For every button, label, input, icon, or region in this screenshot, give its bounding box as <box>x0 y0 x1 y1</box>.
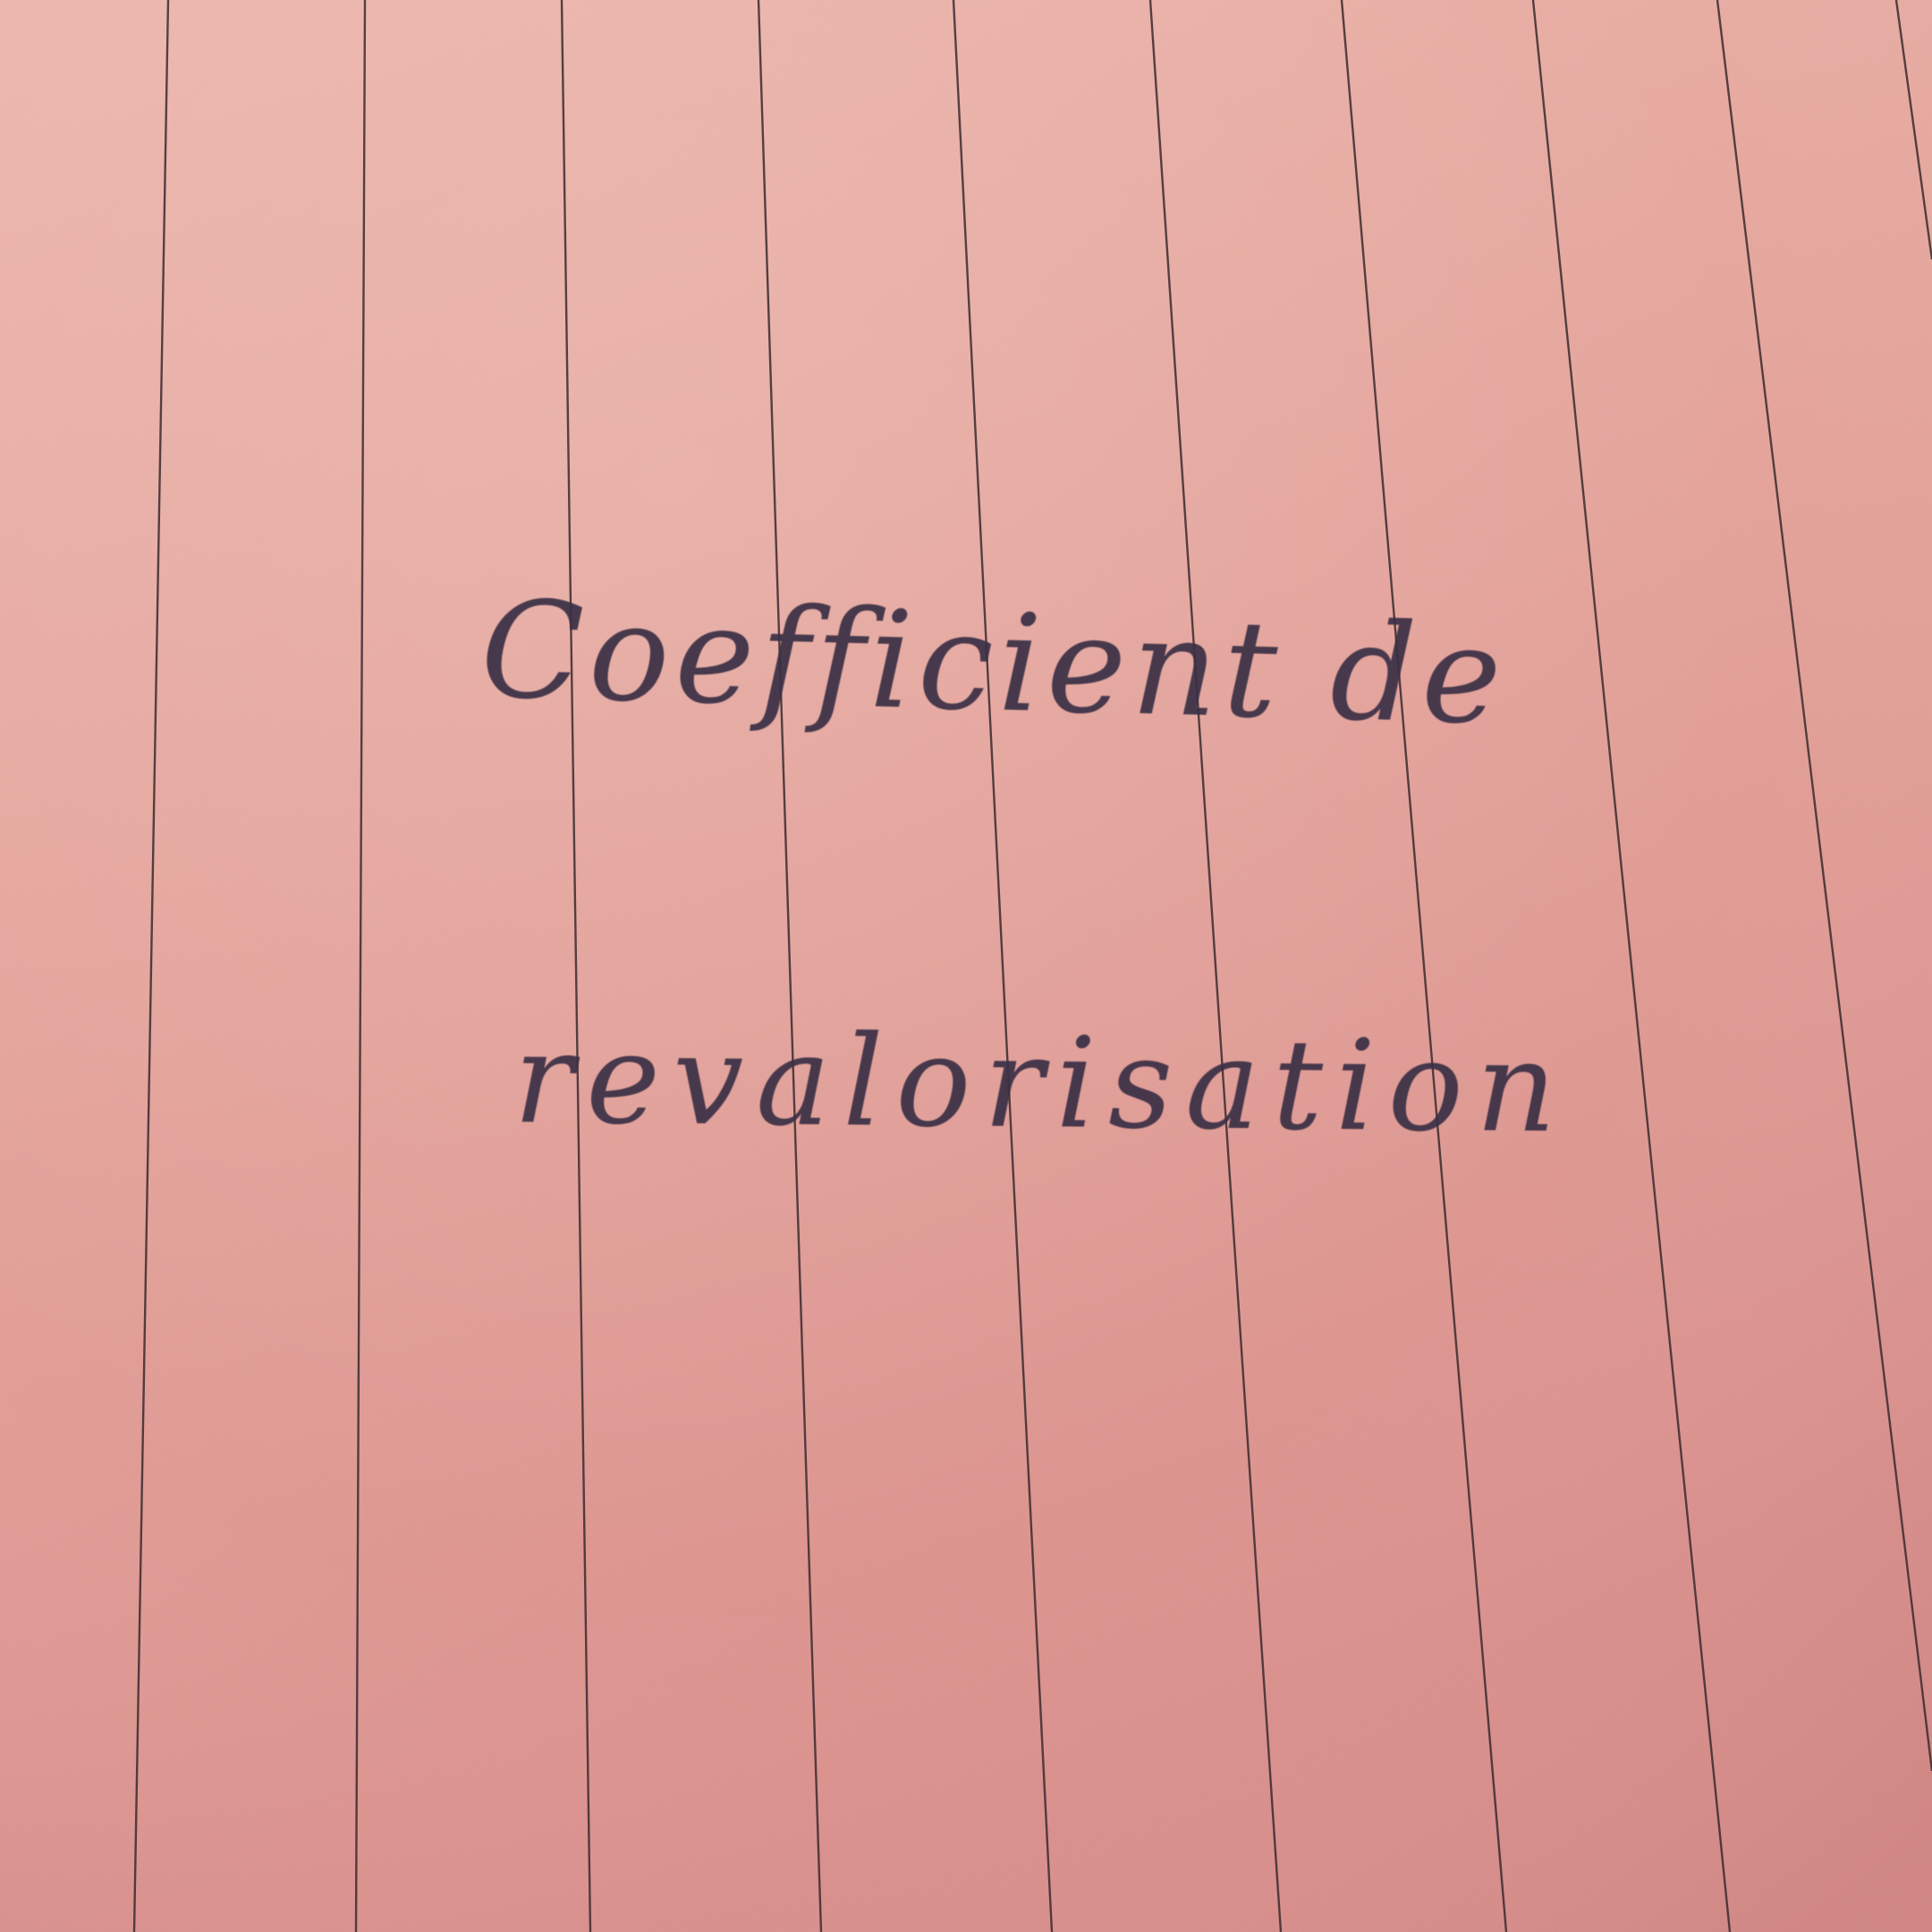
handwritten-line-1: Coefficient de <box>479 572 1509 755</box>
handwritten-word-revalorisation: revalorisation <box>513 1006 1570 1162</box>
handwritten-line-2 <box>513 1006 1570 1161</box>
